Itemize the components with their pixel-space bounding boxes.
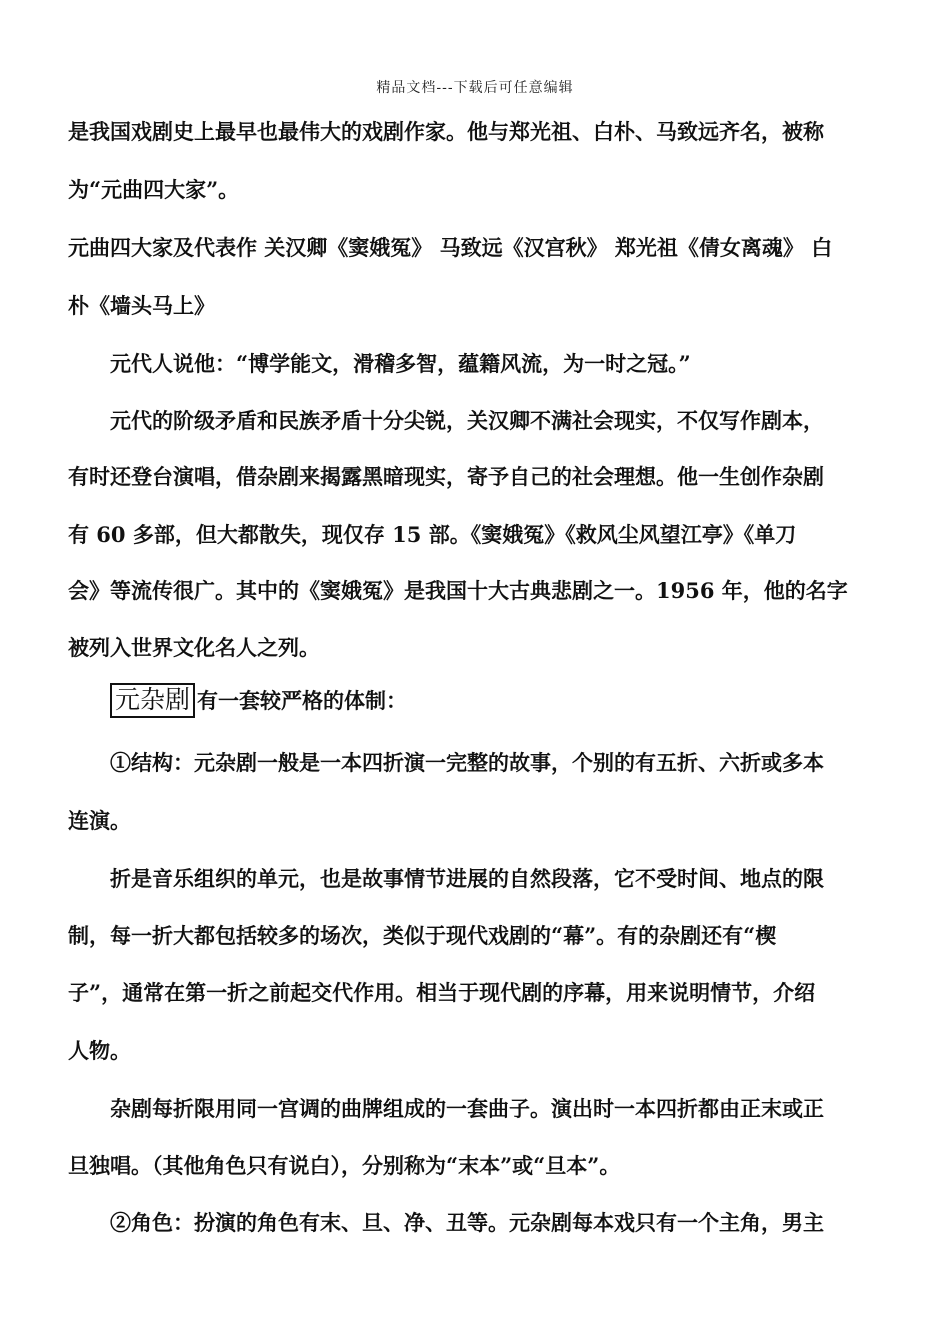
paragraph-line: 会》等流传很广。其中的《窦娥冤》是我国十大古典悲剧之一。1956 年，他的名字	[68, 578, 848, 603]
paragraph-line: 子”，通常在第一折之前起交代作用。相当于现代剧的序幕，用来说明情节，介绍	[68, 980, 816, 1005]
paragraph-line: 朴《墙头马上》	[68, 293, 215, 318]
paragraph-line: 为“元曲四大家”。	[68, 177, 240, 202]
boxed-term-rest: 有一套较严格的体制：	[197, 688, 408, 714]
paragraph-line: 旦独唱。（其他角色只有说白），分别称为“末本”或“旦本”。	[68, 1153, 621, 1178]
paragraph-line: ①结构：元杂剧一般是一本四折演一完整的故事，个别的有五折、六折或多本	[110, 750, 824, 775]
line-text: 是我国戏剧史上最早也最伟大的戏剧作家。他与郑光祖、白朴、马致远齐名，被称	[68, 119, 824, 144]
paragraph-line: 连演。	[68, 808, 131, 833]
paragraph-line: 元代人说他：“博学能文，滑稽多智，蕴籍风流，为一时之冠。”	[110, 351, 691, 376]
boxed-heading-row	[110, 683, 407, 718]
paragraph-line: ②角色：扮演的角色有末、旦、净、丑等。元杂剧每本戏只有一个主角，男主	[110, 1210, 824, 1235]
paragraph-line: 杂剧每折限用同一宫调的曲牌组成的一套曲子。演出时一本四折都由正末或正	[110, 1096, 824, 1121]
paragraph-line: 有时还登台演唱，借杂剧来揭露黑暗现实，寄予自己的社会理想。他一生创作杂剧	[68, 464, 824, 489]
paragraph-line: 折是音乐组织的单元，也是故事情节进展的自然段落，它不受时间、地点的限	[110, 866, 824, 891]
paragraph-line: 被列入世界文化名人之列。	[68, 635, 320, 660]
paragraph-line: 制，每一折大都包括较多的场次，类似于现代戏剧的“幕”。有的杂剧还有“楔	[68, 923, 777, 948]
boxed-term: 元杂剧	[110, 683, 195, 718]
paragraph-line: 人物。	[68, 1038, 131, 1063]
paragraph-line: 元曲四大家及代表作 关汉卿《窦娥冤》 马致远《汉宫秋》 郑光祖《倩女离魂》 白	[68, 235, 833, 260]
paragraph-line	[68, 121, 880, 142]
page-header: 精品文档---下载后可任意编辑	[376, 80, 574, 96]
paragraph-line: 有 60 多部，但大都散失，现仅存 15 部。《窦娥冤》《救风尘风望江亭》《单刀	[68, 522, 797, 547]
paragraph-line: 元代的阶级矛盾和民族矛盾十分尖锐，关汉卿不满社会现实，不仅写作剧本，	[110, 408, 824, 433]
